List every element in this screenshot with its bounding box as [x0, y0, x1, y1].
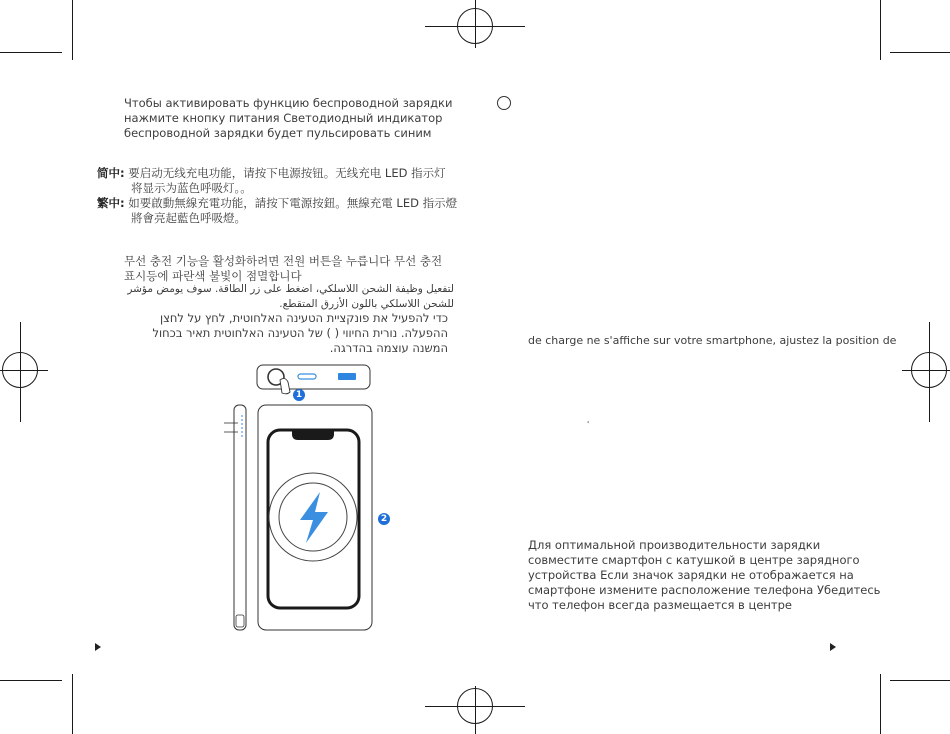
korean-instruction-line-1: 무선 충전 기능을 활성화하려면 전원 버튼을 누릅니다 무선 충전: [124, 254, 443, 268]
zh-traditional-line-1: 如要啟動無線充電功能，請按下電源按鈕。無線充電 LED 指示燈: [128, 196, 458, 210]
zh-simplified-block: [97, 166, 446, 181]
french-instruction-fragment: de charge ne s'affiche sur votre smartphone, ajustez la position de: [528, 334, 897, 347]
hebrew-instruction-line-2: ההפעלה. נורית החיווי ( ) של הטעינה האלחוטית תאיר בכחול: [152, 326, 448, 340]
zh-simplified-label: 简中:: [97, 166, 125, 180]
arabic-instruction-line-2: للشحن اللاسلكي باللون الأزرق المتقطع.: [279, 298, 454, 310]
callout-1-badge: [293, 389, 305, 401]
callout-2-badge: [378, 513, 390, 525]
russian-instruction-line-3: беспроводной зарядки будет пульсировать синим: [124, 126, 432, 140]
callout-1-label: 1: [295, 390, 303, 400]
russian-positioning-line-4: смартфоне измените расположение телефона Убедитесь: [528, 583, 881, 597]
phone-notch: [292, 430, 334, 440]
stray-mark: ': [587, 420, 590, 429]
russian-instruction-line-1: Чтобы активировать функцию беспроводной зарядки: [124, 96, 453, 110]
usb-c-port-icon: [298, 374, 316, 379]
russian-positioning-line-3: устройства Если значок зарядки не отображается на: [528, 568, 854, 582]
russian-positioning-line-5: что телефон всегда размещается в центре: [528, 598, 792, 612]
next-page-arrow-icon: [95, 643, 101, 651]
zh-traditional-block: [97, 196, 457, 211]
korean-instruction-line-2: 표시등에 파란색 불빛이 점멸합니다: [124, 269, 302, 283]
power-bank-illustration: [220, 360, 400, 635]
russian-instruction-line-2: нажмите кнопку питания Светодиодный индикатор: [124, 111, 443, 125]
hebrew-instruction-line-3: המשנה עוצמה בהדרגה.: [329, 341, 448, 355]
usb-a-port-icon: [338, 373, 356, 380]
callout-2-label: 2: [380, 514, 388, 524]
zh-simplified-line-2: 将显示为蓝色呼吸灯。。: [131, 181, 252, 195]
arabic-instruction-line-1: لتفعيل وظيفة الشحن اللاسلكي، اضغط على زر الطاقة. سوف يومض مؤشر: [127, 283, 454, 295]
russian-positioning-line-1: Для оптимальной производительности зарядки: [528, 538, 821, 552]
russian-positioning-line-2: совместите смартфон с катушкой в центре зарядного: [528, 553, 860, 567]
zh-traditional-label: 繁中:: [97, 196, 125, 210]
hebrew-instruction-line-1: כדי להפעיל את פונקציית הטעינה האלחוטית, לחץ על לחצן: [159, 311, 448, 325]
step-marker-circle-icon: [496, 95, 512, 111]
next-page-arrow-icon-right: [830, 643, 836, 651]
device-side-view: [234, 405, 246, 630]
zh-simplified-line-1: 要启动无线充电功能，请按下电源按钮。无线充电 LED 指示灯: [128, 166, 446, 180]
zh-traditional-line-2: 將會亮起藍色呼吸燈。: [131, 211, 246, 225]
